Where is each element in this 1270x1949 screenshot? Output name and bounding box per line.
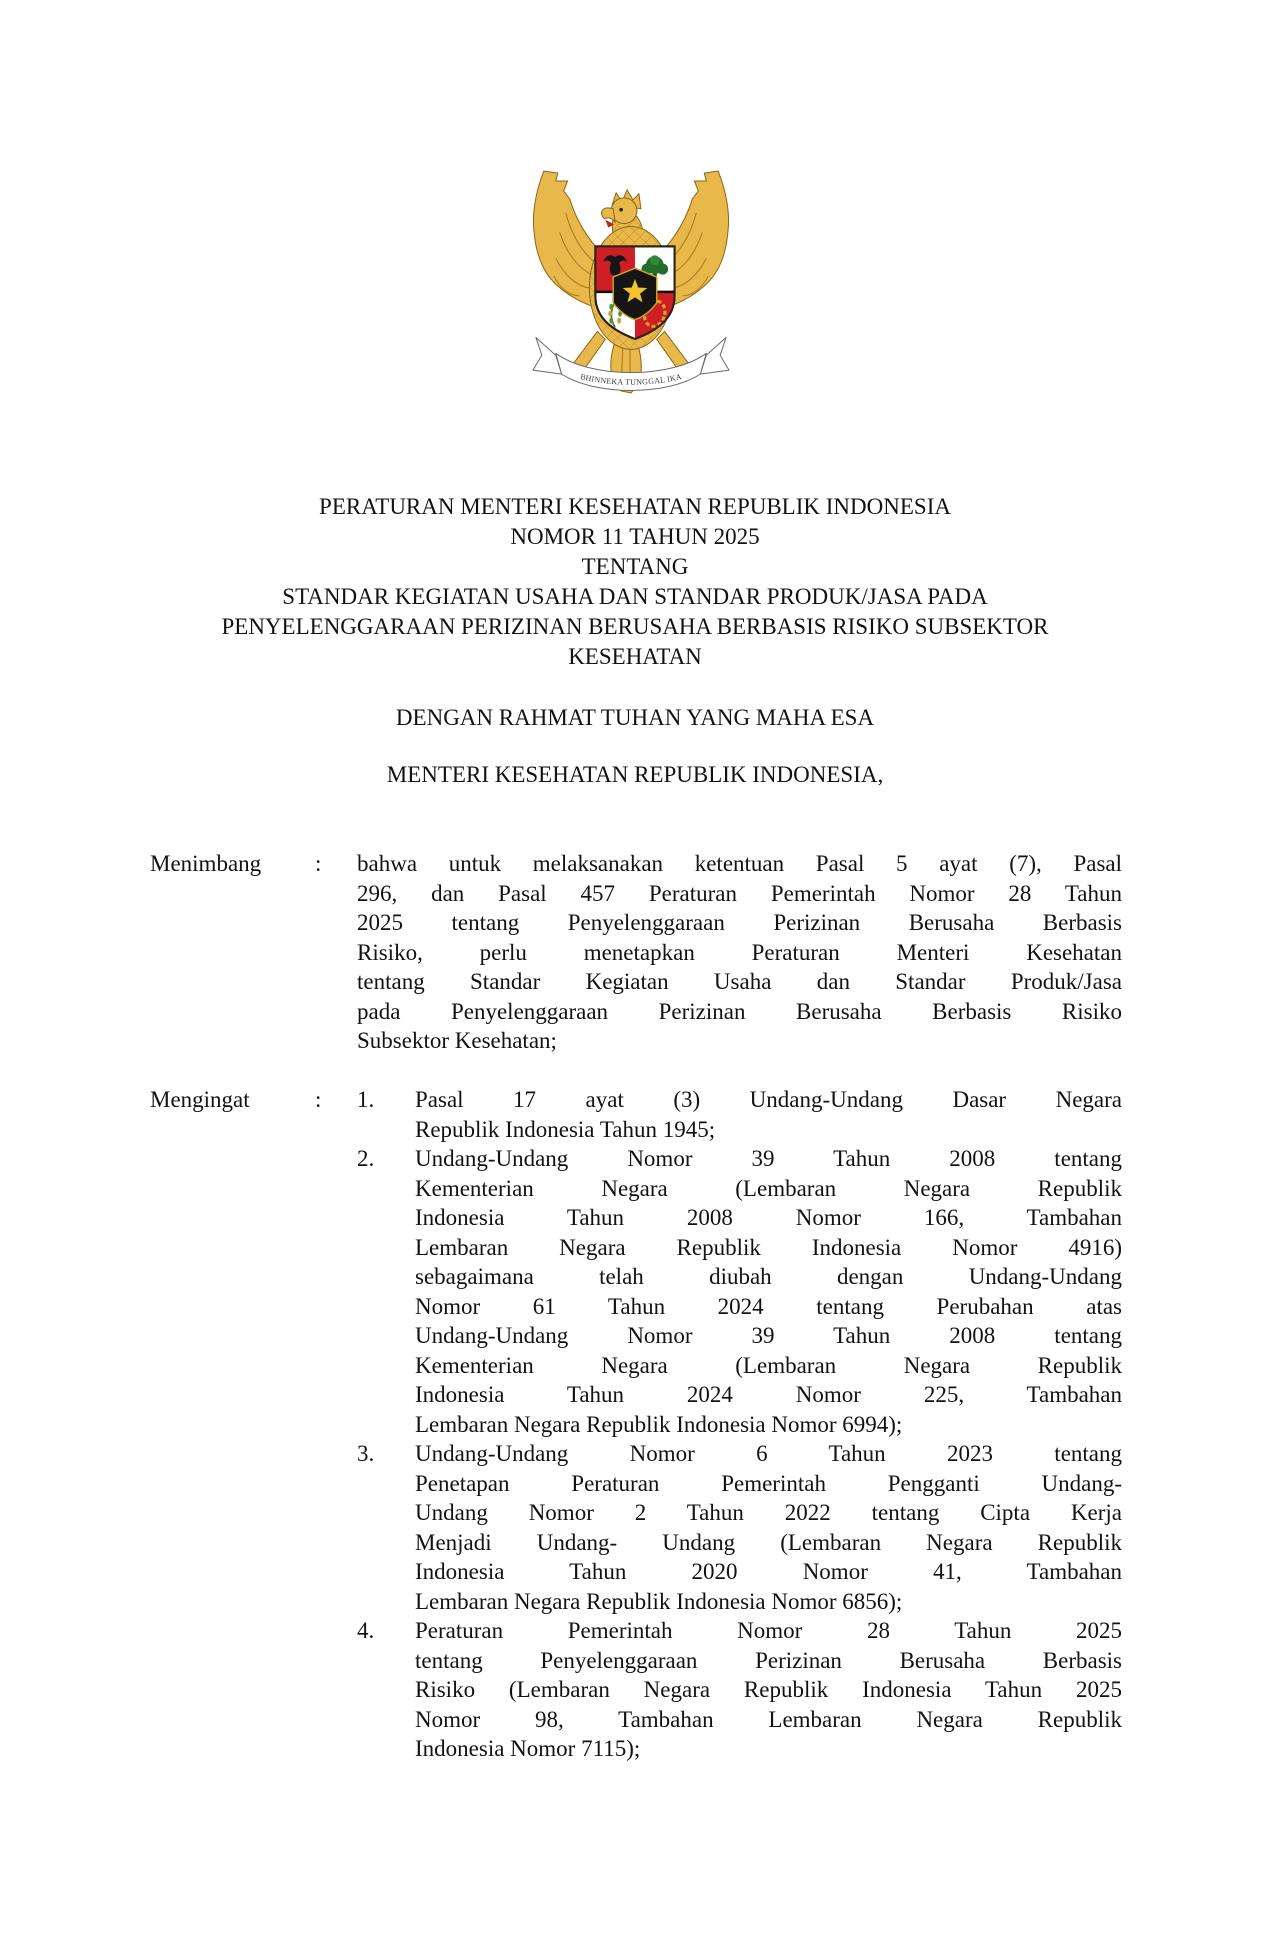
- text-line: Pasal 17 ayat (3) Undang-Undang Dasar Negara: [415, 1087, 1122, 1112]
- menimbang-text: [357, 849, 1122, 1056]
- emblem-banner-text: BHINNEKA TUNGGAL IKA: [579, 372, 683, 387]
- document-title: [140, 492, 1130, 672]
- text-line: Indonesia Tahun 2008 Nomor 166, Tambahan: [415, 1205, 1122, 1230]
- text-line: 2025 tentang Penyelenggaraan Perizinan Berusaha Berbasis: [357, 910, 1122, 935]
- text-line: 296, dan Pasal 457 Peraturan Pemerintah Nomor 28 Tahun: [357, 880, 1122, 906]
- item-number: 3.: [357, 1441, 375, 1466]
- text-line: Subsektor Kesehatan;: [357, 1028, 557, 1053]
- text-line: Undang-Undang Nomor 39 Tahun 2008 tentang: [415, 1146, 1122, 1171]
- text-line: Lembaran Negara Republik Indonesia Nomor 4916): [415, 1234, 1122, 1260]
- text-line: PERATURAN MENTERI KESEHATAN REPUBLIK INDONESIA: [319, 494, 951, 519]
- text-line: sebagaimana telah diubah dengan Undang-Undang: [415, 1264, 1122, 1289]
- text-line: Penetapan Peraturan Pemerintah Pengganti Undang-: [415, 1470, 1122, 1496]
- authority-line: MENTERI KESEHATAN REPUBLIK INDONESIA,: [386, 762, 884, 787]
- text-line: TENTANG: [581, 554, 689, 579]
- mengingat-colon: :: [315, 1087, 322, 1112]
- text-line: Nomor 61 Tahun 2024 tentang Perubahan atas: [415, 1293, 1122, 1319]
- text-line: Kementerian Negara (Lembaran Negara Republik: [415, 1352, 1122, 1378]
- list-item: [357, 1616, 1122, 1764]
- text-line: Indonesia Nomor 7115);: [415, 1736, 641, 1761]
- list-item: [357, 1439, 1122, 1616]
- text-line: pada Penyelenggaraan Perizinan Berusaha Berbasis Risiko: [357, 998, 1122, 1024]
- item-number: 2.: [357, 1146, 375, 1171]
- item-text: [415, 1085, 1122, 1144]
- text-line: Republik Indonesia Tahun 1945;: [415, 1116, 716, 1142]
- text-line: Kementerian Negara (Lembaran Negara Republik: [415, 1175, 1122, 1201]
- text-line: Nomor 98, Tambahan Lembaran Negara Republik: [415, 1706, 1122, 1732]
- list-item: [357, 1144, 1122, 1439]
- mengingat-section: [150, 1085, 1122, 1764]
- text-line: Lembaran Negara Republik Indonesia Nomor 6994);: [415, 1411, 903, 1437]
- list-item: [357, 1085, 1122, 1144]
- text-line: Indonesia Tahun 2024 Nomor 225, Tambahan: [415, 1382, 1122, 1407]
- mengingat-label: Mengingat: [150, 1087, 250, 1112]
- text-line: Risiko (Lembaran Negara Republik Indonesia Tahun 2025: [415, 1677, 1122, 1702]
- text-line: Undang-Undang Nomor 6 Tahun 2023 tentang: [415, 1441, 1122, 1466]
- item-text: [415, 1439, 1122, 1616]
- garuda-pancasila-emblem: [528, 168, 734, 396]
- text-line: KESEHATAN: [568, 644, 702, 669]
- item-text: [415, 1144, 1122, 1439]
- menimbang-label: Menimbang: [150, 851, 262, 876]
- text-line: bahwa untuk melaksanakan ketentuan Pasal 5 ayat (7), Pasal: [357, 851, 1122, 876]
- text-line: Menjadi Undang- Undang (Lembaran Negara Republik: [415, 1529, 1122, 1555]
- text-line: PENYELENGGARAAN PERIZINAN BERUSAHA BERBASIS RISIKO SUBSEKTOR: [221, 614, 1049, 639]
- item-number: 1.: [357, 1087, 375, 1112]
- text-line: NOMOR 11 TAHUN 2025: [510, 524, 760, 549]
- text-line: Peraturan Pemerintah Nomor 28 Tahun 2025: [415, 1618, 1122, 1643]
- text-line: Lembaran Negara Republik Indonesia Nomor 6856);: [415, 1588, 903, 1614]
- menimbang-section: [150, 849, 1122, 1056]
- text-line: Indonesia Tahun 2020 Nomor 41, Tambahan: [415, 1559, 1122, 1584]
- text-line: Undang-Undang Nomor 39 Tahun 2008 tentang: [415, 1323, 1122, 1348]
- text-line: tentang Standar Kegiatan Usaha dan Standar Produk/Jasa: [357, 969, 1122, 994]
- item-text: [415, 1616, 1122, 1764]
- item-number: 4.: [357, 1618, 375, 1643]
- text-line: Undang Nomor 2 Tahun 2022 tentang Cipta Kerja: [415, 1500, 1122, 1525]
- text-line: STANDAR KEGIATAN USAHA DAN STANDAR PRODUK/JASA PADA: [282, 584, 988, 609]
- motto-line: DENGAN RAHMAT TUHAN YANG MAHA ESA: [395, 705, 875, 730]
- mengingat-list: [357, 1085, 1122, 1764]
- text-line: Risiko, perlu menetapkan Peraturan Menteri Kesehatan: [357, 939, 1122, 965]
- menimbang-colon: :: [315, 851, 322, 876]
- text-line: tentang Penyelenggaraan Perizinan Berusaha Berbasis: [415, 1647, 1122, 1673]
